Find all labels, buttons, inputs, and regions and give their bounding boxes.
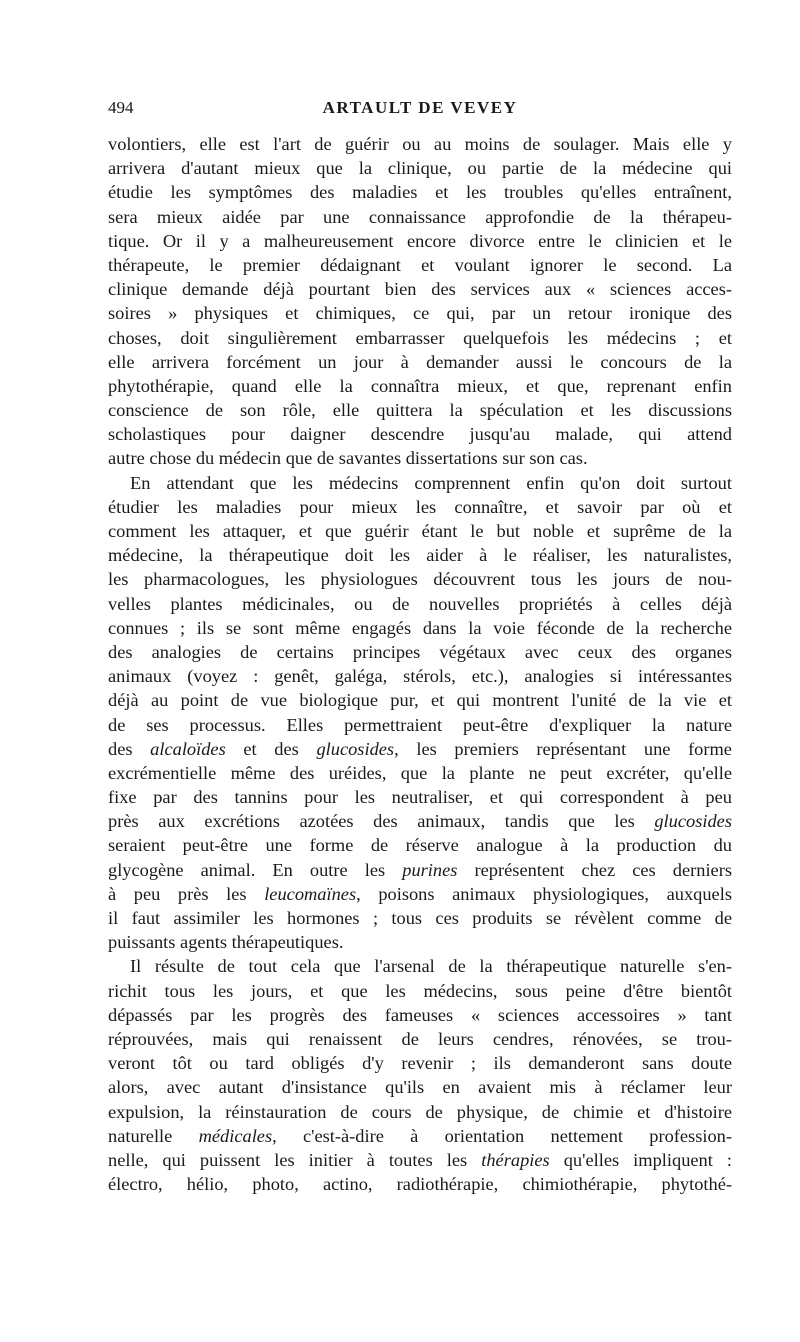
text-line: étudie les symptômes des maladies et les troubles qu'elles entraînent, [108, 182, 732, 203]
text-line: déjà au point de vue biologique pur, et qui montrent l'unité de la vie et [108, 690, 732, 711]
text-line: à peu près les leucomaïnes, poisons animaux physiologiques, auxquels [108, 883, 732, 904]
italic-term: leucomaïnes [264, 883, 357, 904]
text-line: En attendant que les médecins comprennent enfin qu'on doit surtout [130, 472, 732, 493]
text-line: excrémentielle même des uréides, que la plante ne peut excréter, qu'elle [108, 762, 732, 783]
italic-term: glucosides [654, 811, 732, 832]
text-line: scholastiques pour daigner descendre jusqu'au malade, qui attend [108, 424, 732, 445]
text-line: des analogies de certains principes végétaux avec ceux des organes [108, 641, 732, 662]
italic-term: thérapies [481, 1149, 550, 1170]
text-line: seraient peut-être une forme de réserve analogue à la production du [108, 835, 732, 856]
italic-term: purines [402, 859, 458, 880]
text-line: tique. Or il y a malheureusement encore divorce entre le clinicien et le [108, 230, 732, 251]
text-line: médecine, la thérapeutique doit les aider à le réaliser, les naturalistes, [108, 545, 732, 566]
text-line: richit tous les jours, et que les médecins, sous peine d'être bientôt [108, 980, 732, 1001]
text-line: conscience de son rôle, elle quittera la spéculation et les discussions [108, 400, 732, 421]
text-line: phytothérapie, quand elle la connaîtra mieux, et que, reprenant enfin [108, 375, 732, 396]
text-line: expulsion, la réinstauration de cours de physique, de chimie et d'histoire [108, 1101, 732, 1122]
text-line: elle arrivera forcément un jour à demander aussi le concours de la [108, 351, 732, 372]
text-line: étudier les maladies pour mieux les connaître, et savoir par où et [108, 496, 732, 517]
italic-term: glucosides [316, 738, 395, 759]
text-line: volontiers, elle est l'art de guérir ou au moins de soulager. Mais elle y [108, 134, 732, 154]
text-line: fixe par des tannins pour les neutraliser, et qui correspondent à peu [108, 787, 732, 808]
text-line: Il résulte de tout cela que l'arsenal de la thérapeutique naturelle s'en- [130, 956, 732, 977]
text-line: alors, avec autant d'insistance qu'ils en avaient mis à réclamer leur [108, 1077, 732, 1098]
text-line: des alcaloïdes et des glucosides, les premiers représentant une forme [108, 738, 732, 759]
text-line: animaux (voyez : genêt, galéga, stérols, etc.), analogies si intéressantes [108, 666, 732, 687]
text-line: dépassés par les progrès des fameuses « sciences accessoires » tant [108, 1004, 732, 1025]
text-line: soires » physiques et chimiques, ce qui, par un retour ironique des [108, 303, 732, 324]
text-line: clinique demande déjà pourtant bien des services aux « sciences acces- [108, 279, 732, 300]
text-line: les pharmacologues, les physiologues découvrent tous les jours de nou- [108, 569, 732, 590]
italic-term: médicales [198, 1125, 273, 1146]
body-text [108, 132, 732, 1196]
text-line: velles plantes médicinales, ou de nouvelles propriétés à celles déjà [108, 593, 732, 614]
text-line: arrivera d'autant mieux que la clinique, ou partie de la médecine qui [108, 158, 732, 179]
text-line: sera mieux aidée par une connaissance approfondie de la thérapeu- [108, 206, 732, 227]
text-line: choses, doit singulièrement embarrasser quelquefois les médecins ; et [108, 327, 732, 348]
text-line: veront tôt ou tard obligés d'y revenir ; ils demanderont sans doute [108, 1053, 732, 1074]
text-line: comment les attaquer, et que guérir étant le but noble et suprême de la [108, 521, 732, 541]
text-line: connues ; ils se sont même engagés dans la voie féconde de la recherche [108, 617, 732, 638]
page-number: 494 [108, 98, 134, 117]
running-title: ARTAULT DE VEVEY [322, 98, 518, 117]
text-line: il faut assimiler les hormones ; tous ces produits se révèlent comme de [108, 908, 732, 928]
text-line: glycogène animal. En outre les purines représentent chez ces derniers [108, 859, 732, 880]
running-head [108, 96, 732, 120]
text-line: nelle, qui puissent les initier à toutes les thérapies qu'elles impliquent : [108, 1149, 732, 1170]
text-line: de ses processus. Elles permettraient peut-être d'expliquer la nature [108, 714, 732, 735]
italic-term: alcaloïdes [150, 738, 226, 759]
text-line: autre chose du médecin que de savantes dissertations sur son cas. [108, 448, 588, 469]
text-line: près aux excrétions azotées des animaux, tandis que les glucosides [108, 811, 732, 832]
text-line: réprouvées, mais qui renaissent de leurs cendres, rénovées, se trou- [108, 1028, 732, 1049]
text-line: électro, hélio, photo, actino, radiothérapie, chimiothérapie, phytothé- [108, 1174, 732, 1195]
text-line: thérapeute, le premier dédaignant et voulant ignorer le second. La [108, 254, 732, 275]
text-line: naturelle médicales, c'est-à-dire à orientation nettement profession- [108, 1125, 732, 1146]
text-line: puissants agents thérapeutiques. [108, 932, 344, 953]
